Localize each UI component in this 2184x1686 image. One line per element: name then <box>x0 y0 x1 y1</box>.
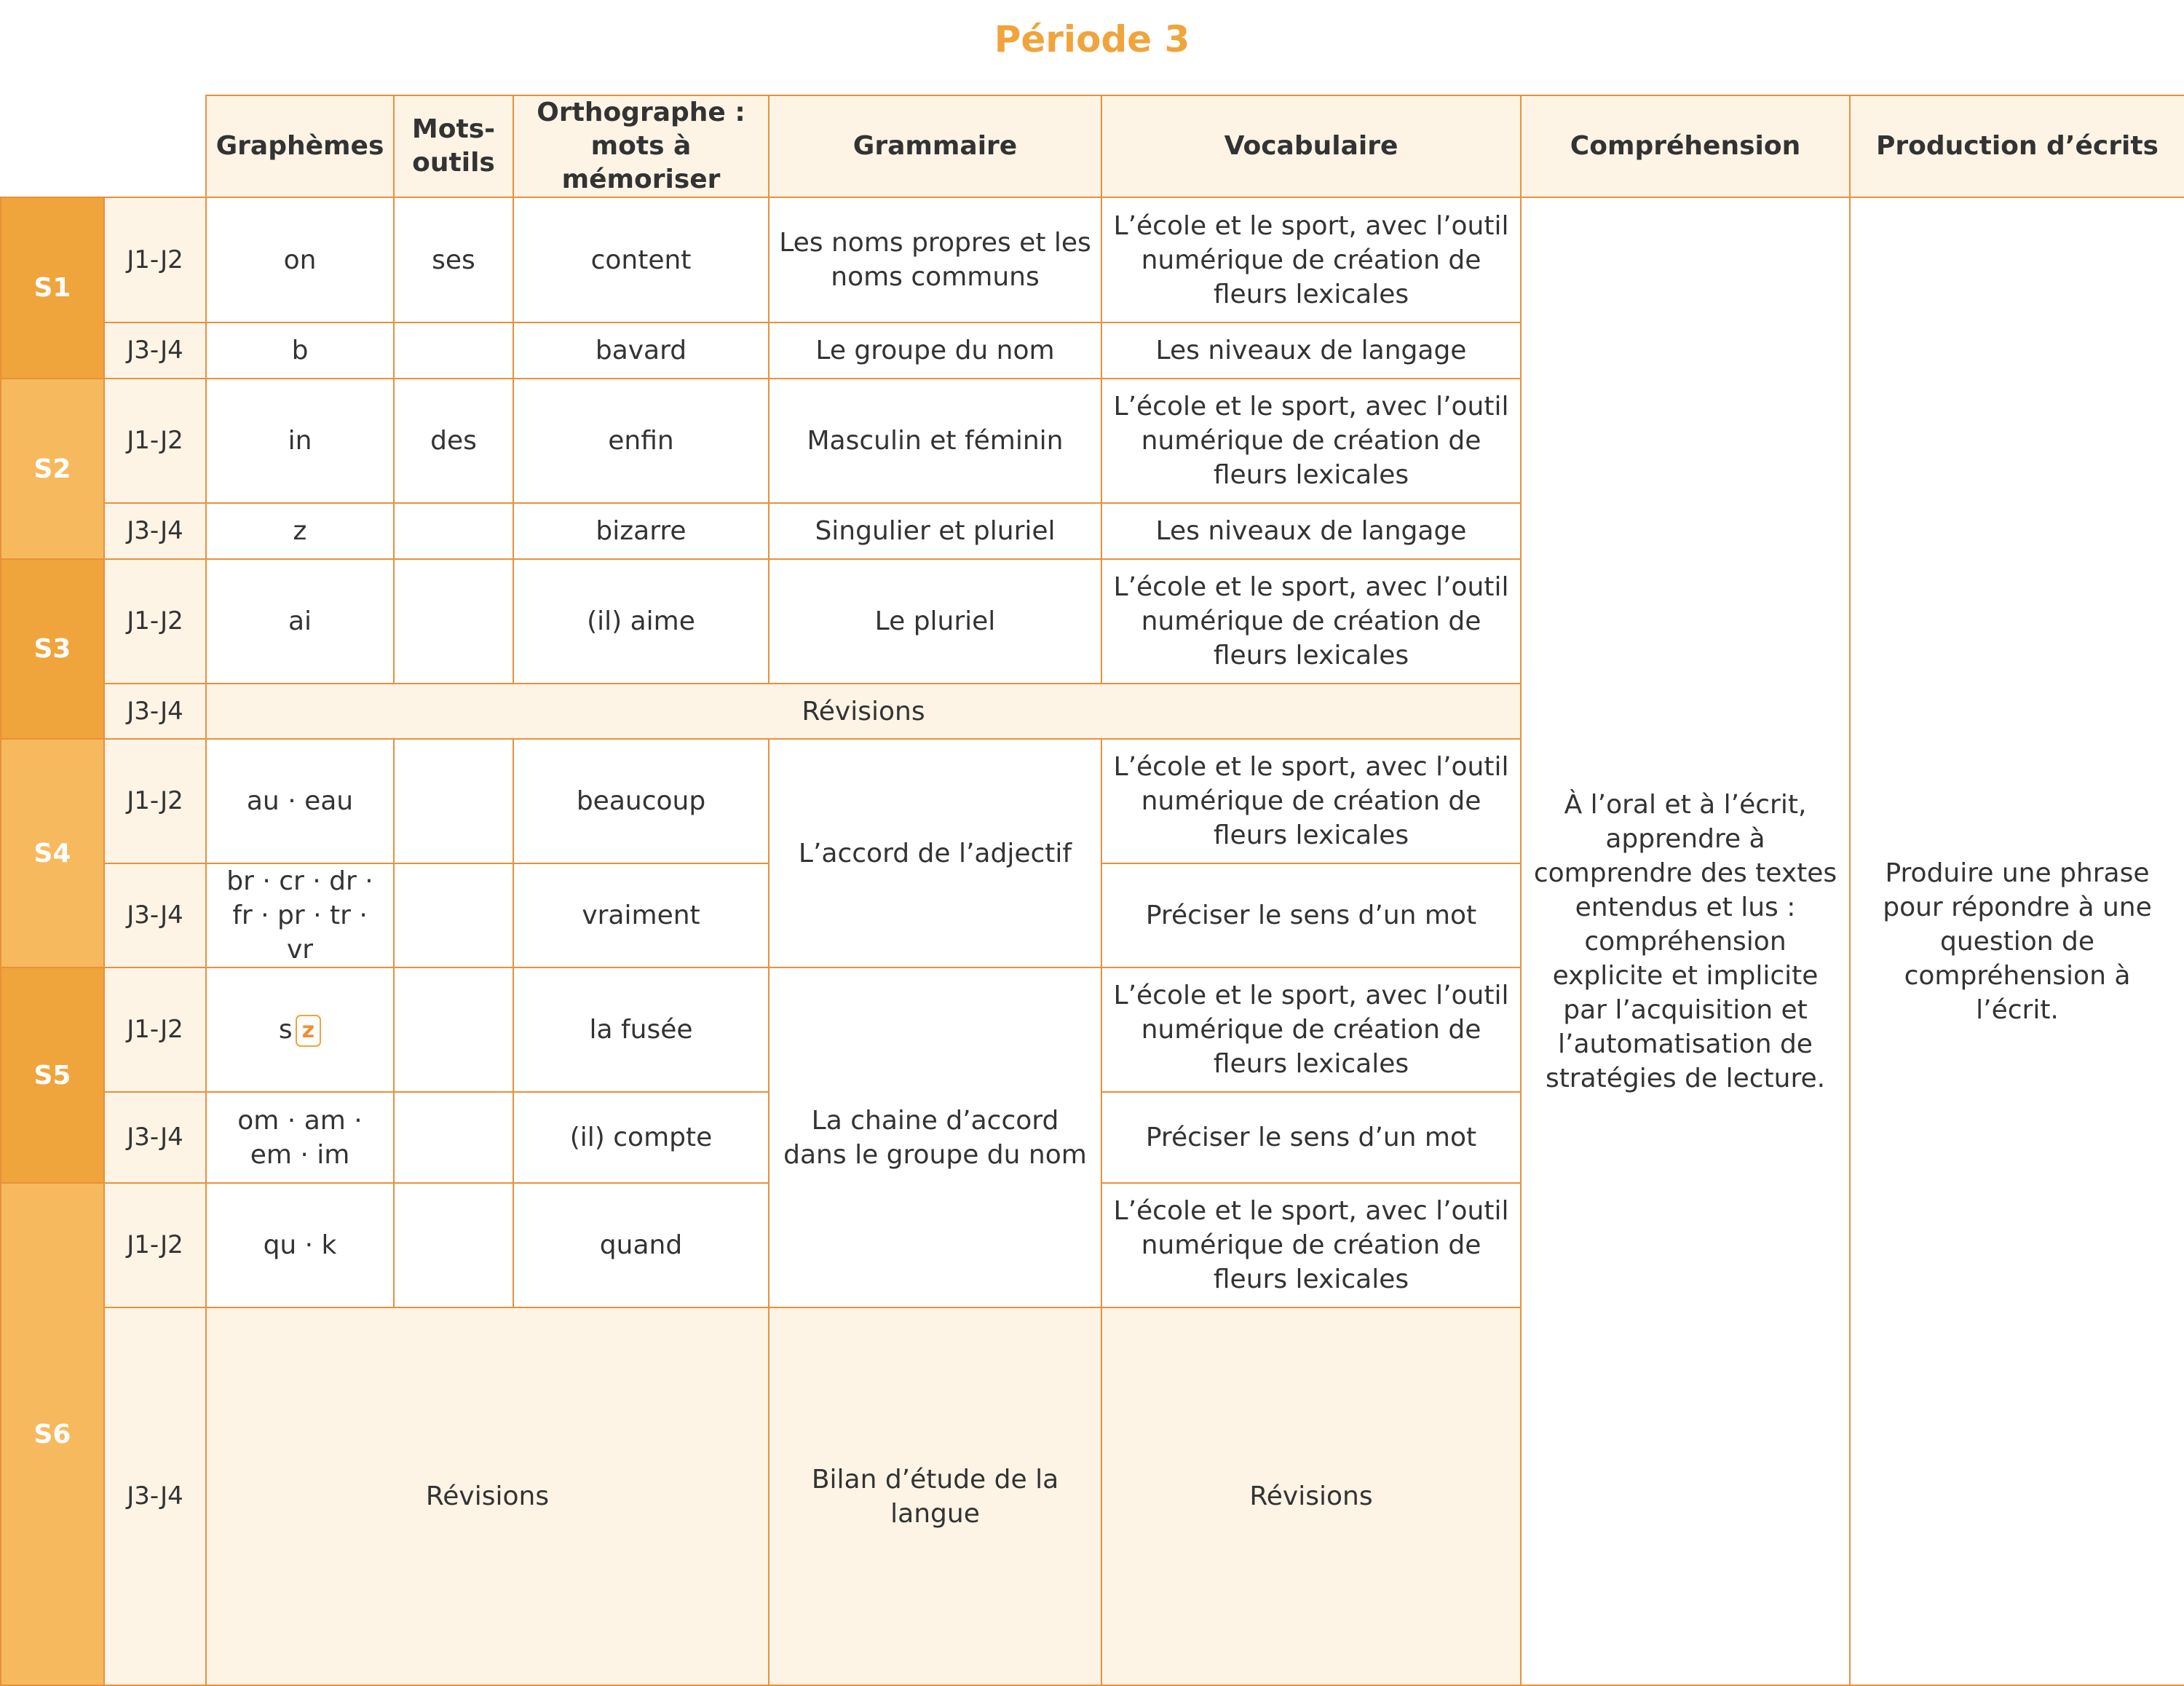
revisions-cell: Révisions <box>206 1307 769 1685</box>
mot-outil-cell <box>394 503 513 559</box>
header-graphemes: Graphèmes <box>206 95 394 197</box>
mot-outil-cell <box>394 967 513 1092</box>
week-label: S5 <box>1 967 104 1183</box>
planning-table <box>0 95 2184 1686</box>
grammaire-cell: Masculin et féminin <box>769 379 1101 503</box>
week-label: S1 <box>1 197 104 379</box>
vocabulaire-cell: Les niveaux de langage <box>1101 322 1521 379</box>
day-label: J3-J4 <box>104 1307 206 1685</box>
grammaire-cell: Singulier et pluriel <box>769 503 1101 559</box>
vocabulaire-cell: L’école et le sport, avec l’outil numérique de création de fleurs lexicales <box>1101 967 1521 1092</box>
orthographe-cell: content <box>513 197 769 322</box>
page-title: Période 3 <box>994 18 1190 60</box>
production-cell: Produire une phrase pour répondre à une question de compréhension à l’écrit. <box>1850 197 2184 1685</box>
grapheme-cell: br · cr · dr · fr · pr · tr · vr <box>206 863 394 967</box>
day-label: J1-J2 <box>104 739 206 863</box>
orthographe-cell: vraiment <box>513 863 769 967</box>
grammaire-cell: Le pluriel <box>769 559 1101 684</box>
day-label: J3-J4 <box>104 863 206 967</box>
grapheme-cell: qu · k <box>206 1183 394 1307</box>
vocabulaire-cell: Les niveaux de langage <box>1101 503 1521 559</box>
grammaire-cell: Bilan d’étude de la langue <box>769 1307 1101 1685</box>
header-comprehension: Compréhension <box>1521 95 1850 197</box>
grammaire-cell: Les noms propres et les noms communs <box>769 197 1101 322</box>
grapheme-cell: in <box>206 379 394 503</box>
day-label: J1-J2 <box>104 379 206 503</box>
vocabulaire-cell: Révisions <box>1101 1307 1521 1685</box>
header-orthographe: Orthographe : mots à mémoriser <box>513 95 769 197</box>
z-sound-tag: z <box>296 1015 321 1047</box>
mot-outil-cell: ses <box>394 197 513 322</box>
orthographe-cell: quand <box>513 1183 769 1307</box>
mot-outil-cell <box>394 1183 513 1307</box>
revisions-cell: Révisions <box>206 684 1521 739</box>
grapheme-cell: z <box>206 503 394 559</box>
orthographe-cell: beaucoup <box>513 739 769 863</box>
week-label: S3 <box>1 559 104 739</box>
grapheme-cell: om · am · em · im <box>206 1092 394 1183</box>
mot-outil-cell <box>394 739 513 863</box>
header-grammaire: Grammaire <box>769 95 1101 197</box>
week-label: S4 <box>1 739 104 967</box>
table-row <box>1 197 2184 322</box>
vocabulaire-cell: Préciser le sens d’un mot <box>1101 1092 1521 1183</box>
grapheme-cell <box>206 967 394 1092</box>
header-production: Production d’écrits <box>1850 95 2184 197</box>
vocabulaire-cell: L’école et le sport, avec l’outil numérique de création de fleurs lexicales <box>1101 1183 1521 1307</box>
orthographe-cell: (il) compte <box>513 1092 769 1183</box>
day-label: J1-J2 <box>104 967 206 1092</box>
grapheme-text: s <box>278 1015 293 1045</box>
vocabulaire-cell: Préciser le sens d’un mot <box>1101 863 1521 967</box>
header-mots-outils: Mots-outils <box>394 95 513 197</box>
orthographe-cell: bavard <box>513 322 769 379</box>
header-corner <box>1 95 206 197</box>
header-row <box>1 95 2184 197</box>
orthographe-cell: bizarre <box>513 503 769 559</box>
mot-outil-cell <box>394 1092 513 1183</box>
orthographe-cell: (il) aime <box>513 559 769 684</box>
week-label: S2 <box>1 379 104 559</box>
grapheme-cell: ai <box>206 559 394 684</box>
mot-outil-cell <box>394 863 513 967</box>
day-label: J3-J4 <box>104 322 206 379</box>
day-label: J1-J2 <box>104 197 206 322</box>
day-label: J1-J2 <box>104 559 206 684</box>
grammaire-cell: La chaine d’accord dans le groupe du nom <box>769 967 1101 1307</box>
vocabulaire-cell: L’école et le sport, avec l’outil numérique de création de fleurs lexicales <box>1101 379 1521 503</box>
day-label: J3-J4 <box>104 684 206 739</box>
vocabulaire-cell: L’école et le sport, avec l’outil numérique de création de fleurs lexicales <box>1101 197 1521 322</box>
orthographe-cell: enfin <box>513 379 769 503</box>
header-vocabulaire: Vocabulaire <box>1101 95 1521 197</box>
comprehension-cell: À l’oral et à l’écrit, apprendre à comprendre des textes entendus et lus : compréhension explicite et implicite par l’acquisition et l’automatisation de stratégies de lecture. <box>1521 197 1850 1685</box>
week-label: S6 <box>1 1183 104 1685</box>
grapheme-cell: b <box>206 322 394 379</box>
grapheme-cell: on <box>206 197 394 322</box>
day-label: J3-J4 <box>104 1092 206 1183</box>
mot-outil-cell <box>394 322 513 379</box>
vocabulaire-cell: L’école et le sport, avec l’outil numérique de création de fleurs lexicales <box>1101 559 1521 684</box>
vocabulaire-cell: L’école et le sport, avec l’outil numérique de création de fleurs lexicales <box>1101 739 1521 863</box>
grammaire-cell: Le groupe du nom <box>769 322 1101 379</box>
grammaire-cell: L’accord de l’adjectif <box>769 739 1101 967</box>
grapheme-cell: au · eau <box>206 739 394 863</box>
day-label: J3-J4 <box>104 503 206 559</box>
mot-outil-cell <box>394 559 513 684</box>
day-label: J1-J2 <box>104 1183 206 1307</box>
mot-outil-cell: des <box>394 379 513 503</box>
orthographe-cell: la fusée <box>513 967 769 1092</box>
